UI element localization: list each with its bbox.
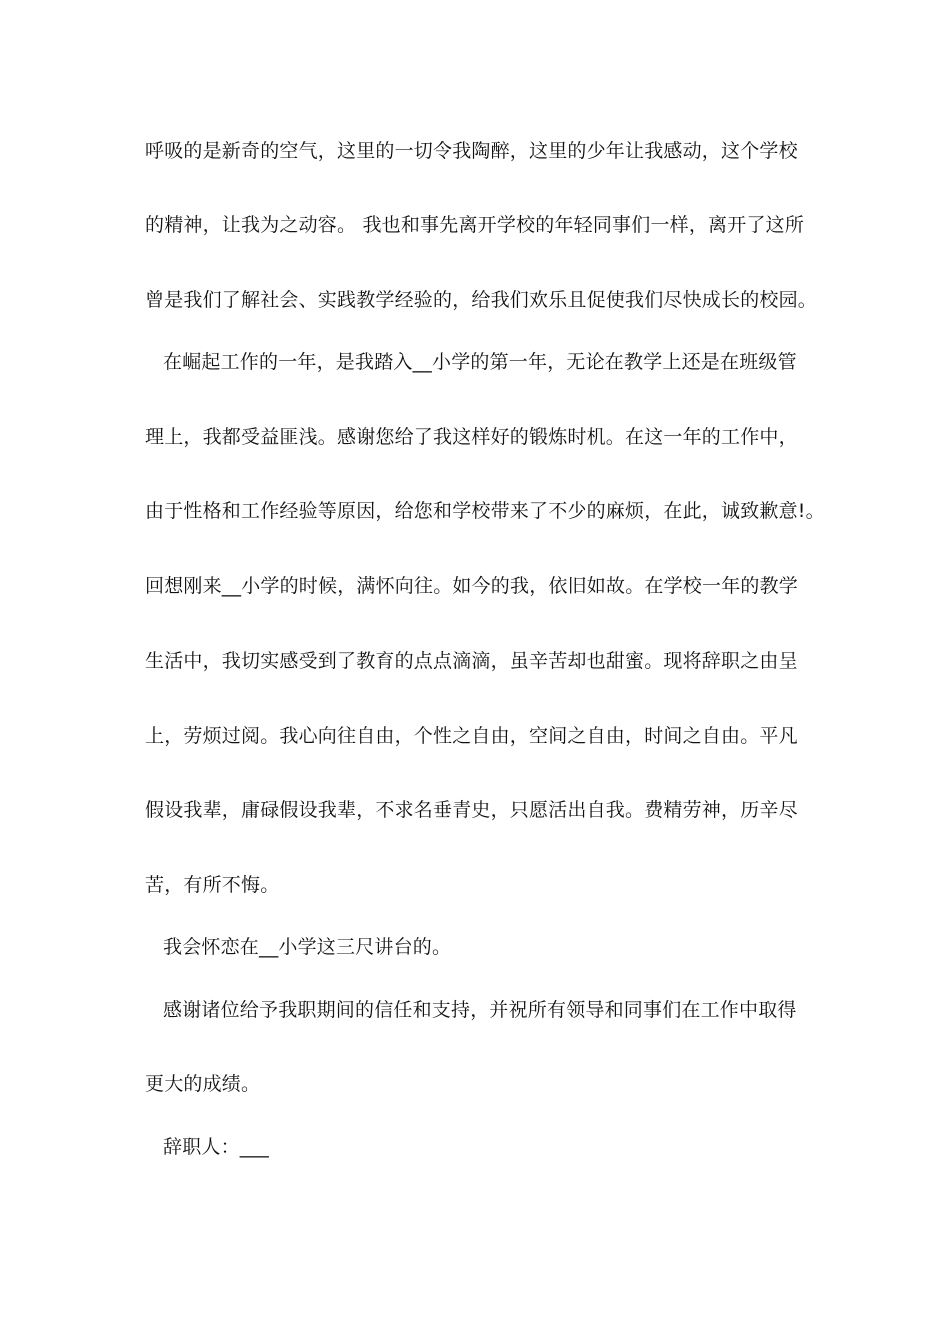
text-line: 上，劳烦过阅。我心向往自由，个性之自由，空间之自由，时间之自由。平凡 — [145, 725, 798, 747]
text-line: 苦，有所不悔。 — [145, 874, 280, 896]
paragraph-start-line: 在崛起工作的一年，是我踏入__小学的第一年，无论在教学上还是在班级管 — [163, 351, 797, 373]
text-line: 曾是我们了解社会、实践教学经验的，给我们欢乐且促使我们尽快成长的校园。 — [145, 289, 818, 311]
text-line: 理上，我都受益匪浅。感谢您给了我这样好的锻炼时机。在这一年的工作中， — [145, 426, 798, 448]
signature-line: 辞职人：___ — [163, 1136, 269, 1158]
text-line: 的精神，让我为之动容。 我也和事先离开学校的年轻同事们一样，离开了这所 — [145, 214, 805, 236]
text-line: 假设我辈，庸碌假设我辈，不求名垂青史，只愿活出自我。费精劳神，历辛尽 — [145, 799, 798, 821]
text-line: 更大的成绩。 — [145, 1073, 261, 1095]
text-line: 呼吸的是新奇的空气，这里的一切令我陶醉，这里的少年让我感动，这个学校 — [145, 140, 798, 162]
text-line: 回想刚来__小学的时候，满怀向往。如今的我，依旧如故。在学校一年的教学 — [145, 575, 799, 597]
text-line: 生活中，我切实感受到了教育的点点滴滴，虽辛苦却也甜蜜。现将辞职之由呈 — [145, 650, 798, 672]
text-line: 由于性格和工作经验等原因，给您和学校带来了不少的麻烦，在此，诚致歉意!。 — [145, 500, 825, 522]
paragraph-start-line: 感谢诸位给予我职期间的信任和支持，并祝所有领导和同事们在工作中取得 — [163, 999, 797, 1021]
paragraph-start-line: 我会怀恋在__小学这三尺讲台的。 — [163, 936, 452, 958]
